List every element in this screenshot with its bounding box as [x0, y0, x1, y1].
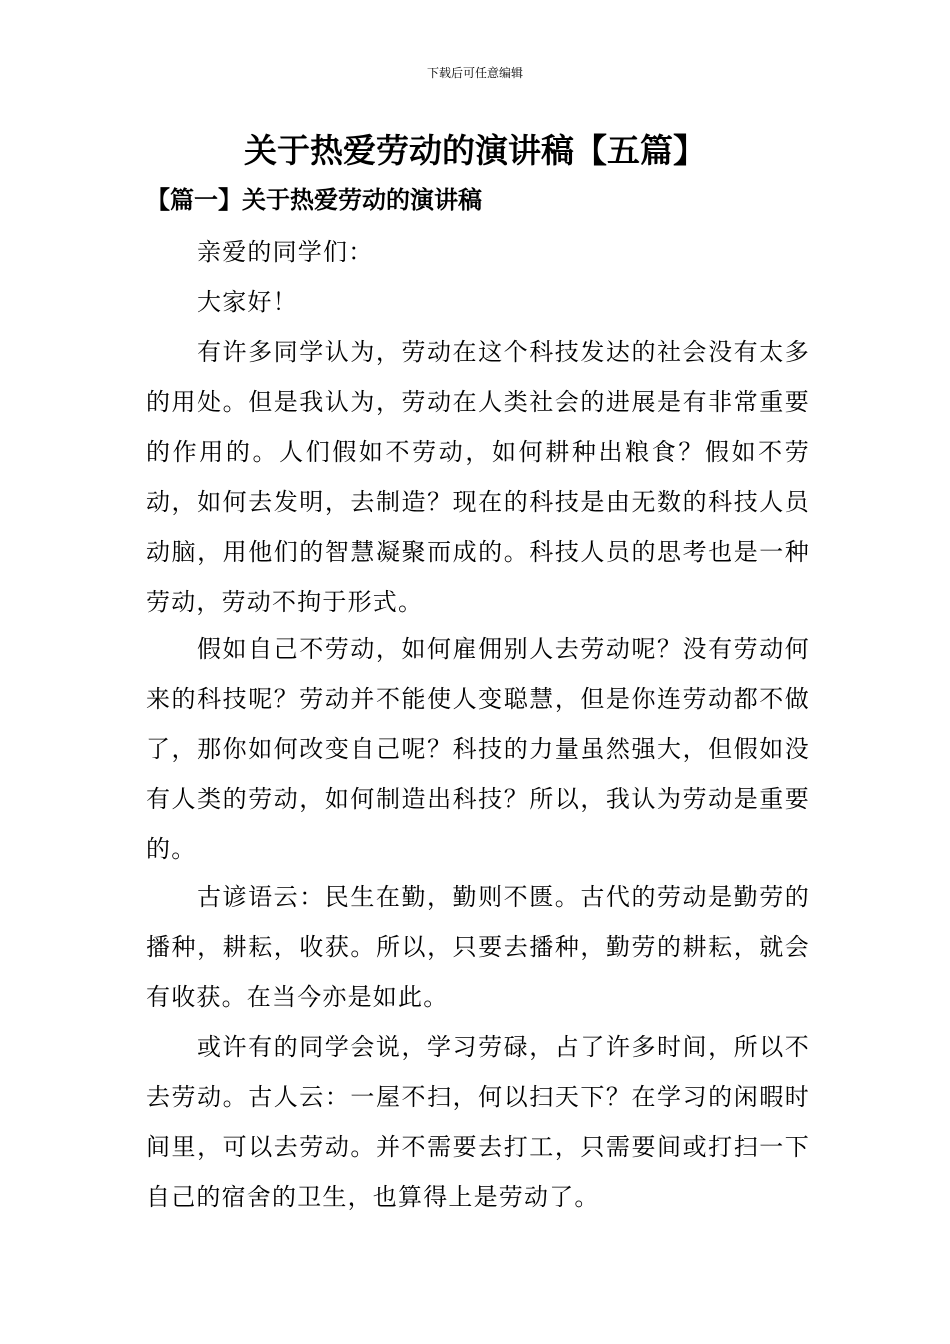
paragraph-1: 有许多同学认为，劳动在这个科技发达的社会没有太多的用处。但是我认为，劳动在人类社会的进展是有非常重要的作用的。人们假如不劳动，如何耕种出粮食？假如不劳动，如何去发明，去制造？现在的科技是由无数的科技人员动脑，用他们的智慧凝聚而成的。科技人员的思考也是一种劳动，劳动不拘于形式。 — [146, 338, 810, 616]
paragraph-2: 假如自己不劳动，如何雇佣别人去劳动呢？没有劳动何来的科技呢？劳动并不能使人变聪慧，但是你连劳动都不做了，那你如何改变自己呢？科技的力量虽然强大，但假如没有人类的劳动，如何制造出科技？所以，我认为劳动是重要的。 — [146, 635, 810, 863]
section-heading: 【篇一】关于热爱劳动的演讲稿 — [146, 185, 482, 214]
greeting-line: 亲爱的同学们： — [197, 238, 374, 266]
hello-line: 大家好！ — [197, 288, 298, 316]
document-title: 关于热爱劳动的演讲稿【五篇】 — [244, 131, 706, 170]
header-note: 下载后可任意编辑 — [426, 66, 523, 80]
paragraph-3: 古谚语云：民生在勤，勤则不匮。古代的劳动是勤劳的播种，耕耘，收获。所以，只要去播种，勤劳的耕耘，就会有收获。在当今亦是如此。 — [146, 883, 810, 1011]
paragraph-4: 或许有的同学会说，学习劳碌，占了许多时间，所以不去劳动。古人云：一屋不扫，何以扫天下？在学习的闲暇时间里，可以去劳动。并不需要去打工，只需要间或打扫一下自己的宿舍的卫生，也算得上是劳动了。 — [146, 1033, 810, 1211]
